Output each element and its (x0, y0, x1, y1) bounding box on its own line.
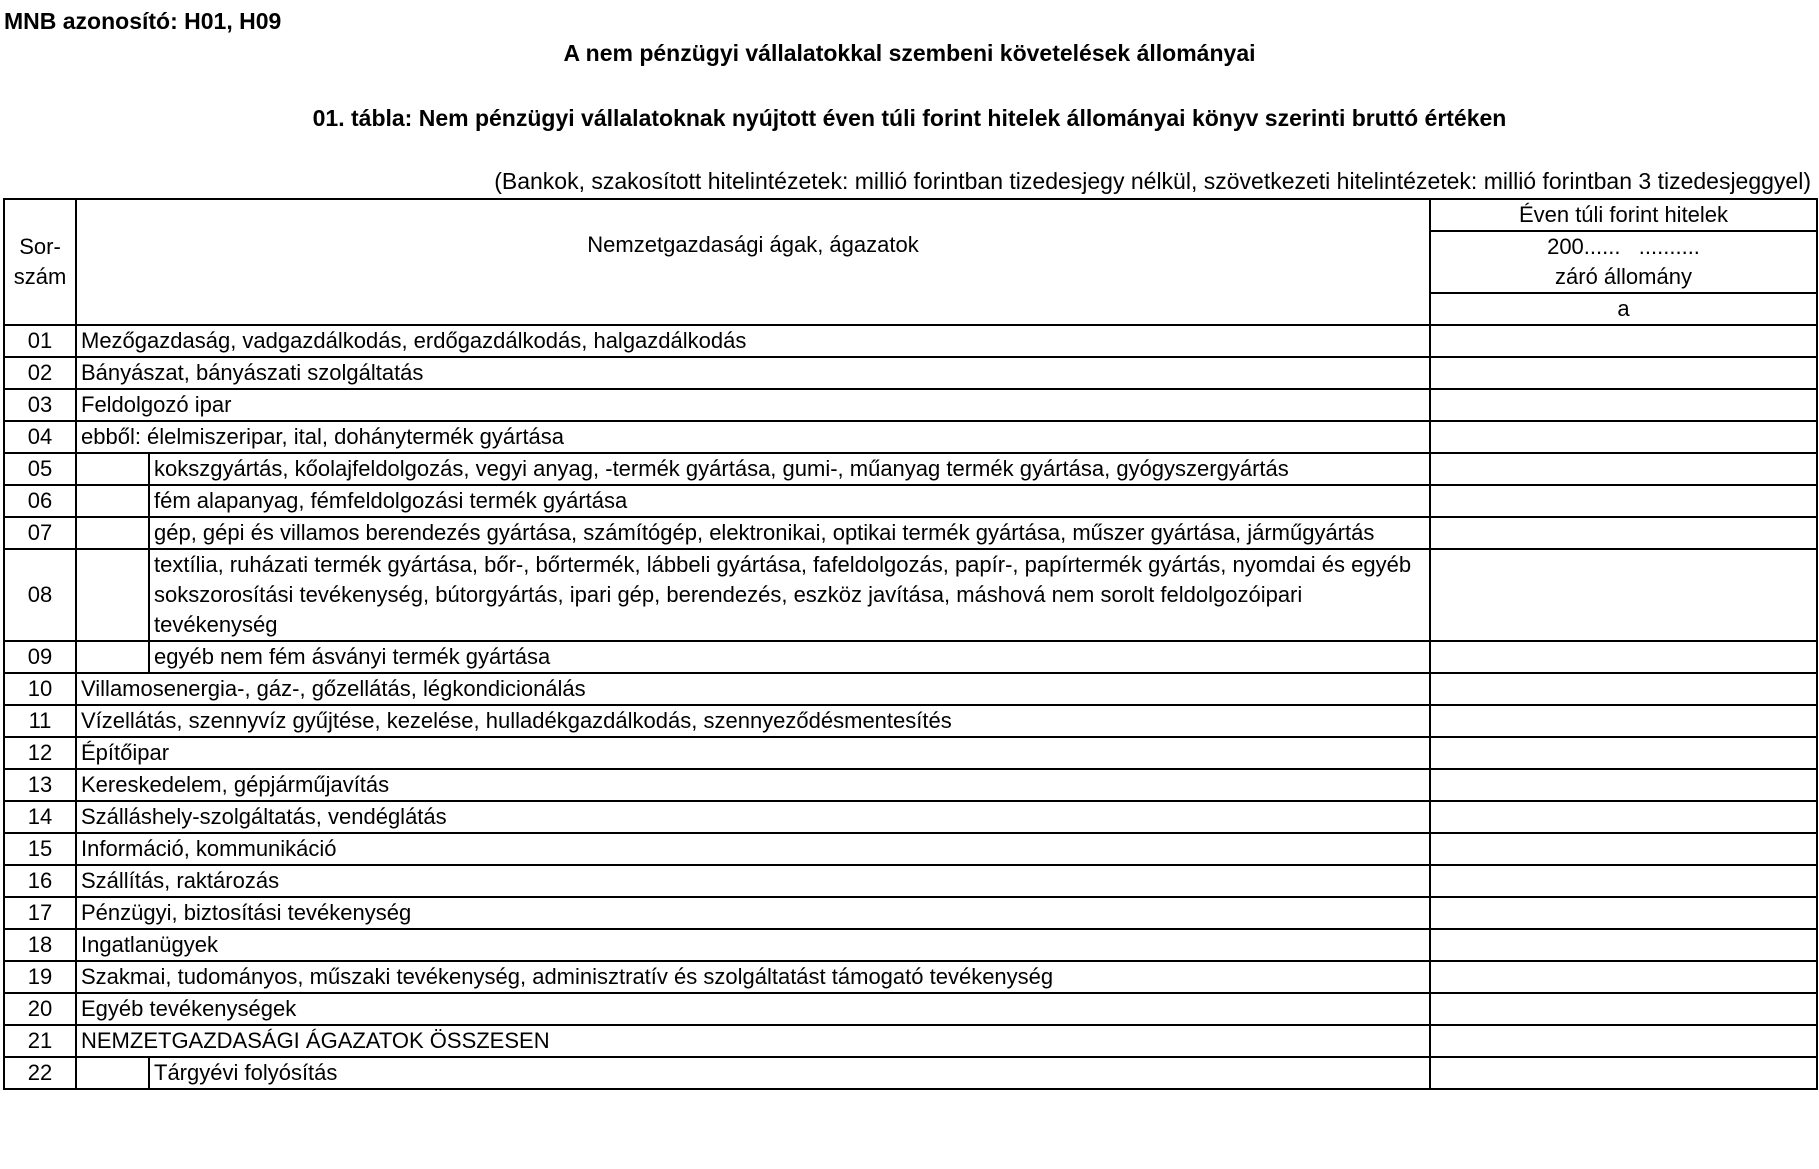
row-label: Építőipar (76, 737, 1430, 769)
main-title: A nem pénzügyi vállalatokkal szembeni követelések állományai (563, 40, 1256, 66)
row-number: 09 (4, 641, 76, 673)
row-label: Információ, kommunikáció (76, 833, 1430, 865)
value-cell[interactable] (1430, 961, 1817, 993)
row-number: 10 (4, 673, 76, 705)
table-row (4, 865, 1817, 897)
table-row (4, 357, 1817, 389)
indent-cell (76, 517, 149, 549)
table-row (4, 325, 1817, 357)
row-label: Szállítás, raktározás (76, 865, 1430, 897)
value-cell[interactable] (1430, 801, 1817, 833)
value-cell[interactable] (1430, 897, 1817, 929)
row-number: 11 (4, 705, 76, 737)
row-number: 20 (4, 993, 76, 1025)
table-row (4, 389, 1817, 421)
table-row (4, 1025, 1817, 1057)
value-cell[interactable] (1430, 993, 1817, 1025)
value-cell[interactable] (1430, 549, 1817, 641)
table-row (4, 485, 1817, 517)
value-cell[interactable] (1430, 1057, 1817, 1089)
value-cell[interactable] (1430, 325, 1817, 357)
value-cell[interactable] (1430, 705, 1817, 737)
table-row (4, 549, 1817, 641)
row-number: 03 (4, 389, 76, 421)
row-label: Tárgyévi folyósítás (149, 1057, 1430, 1089)
table-row (4, 705, 1817, 737)
value-cell[interactable] (1430, 737, 1817, 769)
table-row (4, 961, 1817, 993)
value-cell[interactable] (1430, 389, 1817, 421)
header-closing: záró állomány (1430, 262, 1817, 293)
row-number: 07 (4, 517, 76, 549)
value-cell[interactable] (1430, 929, 1817, 961)
table-row (4, 641, 1817, 673)
table-row (4, 673, 1817, 705)
mnb-identifier: MNB azonosító: H01, H09 (4, 8, 282, 34)
header-sorszam: Sor- szám (4, 199, 76, 325)
indent-cell (76, 1057, 149, 1089)
row-number: 08 (4, 549, 76, 641)
row-label: Villamosenergia-, gáz-, gőzellátás, légkondicionálás (76, 673, 1430, 705)
row-label: Szakmai, tudományos, műszaki tevékenység, adminisztratív és szolgáltatást támogató tevékenység (76, 961, 1430, 993)
table-row (4, 453, 1817, 485)
row-label: Mezőgazdaság, vadgazdálkodás, erdőgazdálkodás, halgazdálkodás (76, 325, 1430, 357)
value-cell[interactable] (1430, 865, 1817, 897)
units-note: (Bankok, szakosított hitelintézetek: millió forintban tizedesjegy nélkül, szövetkezeti hitelintézetek: millió forintban 3 tizedesjeggyel) (494, 168, 1811, 194)
row-number: 22 (4, 1057, 76, 1089)
indent-cell (76, 485, 149, 517)
table-row (4, 421, 1817, 453)
table-row (4, 769, 1817, 801)
table-row (4, 897, 1817, 929)
value-cell[interactable] (1430, 357, 1817, 389)
row-label: Bányászat, bányászati szolgáltatás (76, 357, 1430, 389)
row-number: 12 (4, 737, 76, 769)
row-number: 21 (4, 1025, 76, 1057)
value-cell[interactable] (1430, 453, 1817, 485)
value-cell[interactable] (1430, 421, 1817, 453)
value-cell[interactable] (1430, 1025, 1817, 1057)
row-number: 06 (4, 485, 76, 517)
header-period: 200...... .......... (1430, 231, 1817, 262)
row-label: Vízellátás, szennyvíz gyűjtése, kezelése, hulladékgazdálkodás, szennyeződésmentesítés (76, 705, 1430, 737)
row-label: Feldolgozó ipar (76, 389, 1430, 421)
row-number: 18 (4, 929, 76, 961)
row-label: Kereskedelem, gépjárműjavítás (76, 769, 1430, 801)
indent-cell (76, 549, 149, 641)
row-number: 16 (4, 865, 76, 897)
row-number: 19 (4, 961, 76, 993)
row-label: Szálláshely-szolgáltatás, vendéglátás (76, 801, 1430, 833)
row-label: egyéb nem fém ásványi termék gyártása (149, 641, 1430, 673)
row-number: 14 (4, 801, 76, 833)
row-number: 04 (4, 421, 76, 453)
row-number: 01 (4, 325, 76, 357)
value-cell[interactable] (1430, 833, 1817, 865)
table-row (4, 801, 1817, 833)
row-label: Pénzügyi, biztosítási tevékenység (76, 897, 1430, 929)
row-label: Ingatlanügyek (76, 929, 1430, 961)
row-number: 05 (4, 453, 76, 485)
table-row (4, 517, 1817, 549)
row-label: kokszgyártás, kőolajfeldolgozás, vegyi anyag, -termék gyártása, gumi-, műanyag termék gyártása, gyógyszergyártás (149, 453, 1430, 485)
value-cell[interactable] (1430, 517, 1817, 549)
row-number: 02 (4, 357, 76, 389)
table-title: 01. tábla: Nem pénzügyi vállalatoknak nyújtott éven túli forint hitelek állományai könyv szerinti bruttó értéken (312, 105, 1507, 131)
row-label: gép, gépi és villamos berendezés gyártása, számítógép, elektronikai, optikai termék gyártása, műszer gyártása, járműgyártás (149, 517, 1430, 549)
row-number: 17 (4, 897, 76, 929)
row-label: NEMZETGAZDASÁGI ÁGAZATOK ÖSSZESEN (76, 1025, 1430, 1057)
row-number: 13 (4, 769, 76, 801)
row-label: ebből: élelmiszeripar, ital, dohánytermék gyártása (76, 421, 1430, 453)
value-cell[interactable] (1430, 485, 1817, 517)
value-cell[interactable] (1430, 673, 1817, 705)
indent-cell (76, 641, 149, 673)
indent-cell (76, 453, 149, 485)
row-label: textília, ruházati termék gyártása, bőr-, bőrtermék, lábbeli gyártása, fafeldolgozás, papír-, papírtermék gyártás, nyomdai és egyéb sokszorosítási tevékenység, bútorgyártás, ipari gép, berendezés, eszköz javítása, máshová nem sorolt feldolgozóipari tevékenység (149, 549, 1430, 641)
value-cell[interactable] (1430, 641, 1817, 673)
table-row (4, 929, 1817, 961)
value-cell[interactable] (1430, 769, 1817, 801)
row-number: 15 (4, 833, 76, 865)
header-col-code: a (1430, 293, 1817, 325)
row-label: Egyéb tevékenységek (76, 993, 1430, 1025)
header-loans: Éven túli forint hitelek (1430, 199, 1817, 231)
loans-table (3, 198, 1818, 1090)
table-row (4, 1057, 1817, 1089)
header-sectors: Nemzetgazdasági ágak, ágazatok (76, 199, 1430, 325)
table-row (4, 737, 1817, 769)
table-row (4, 993, 1817, 1025)
table-row (4, 833, 1817, 865)
row-label: fém alapanyag, fémfeldolgozási termék gyártása (149, 485, 1430, 517)
